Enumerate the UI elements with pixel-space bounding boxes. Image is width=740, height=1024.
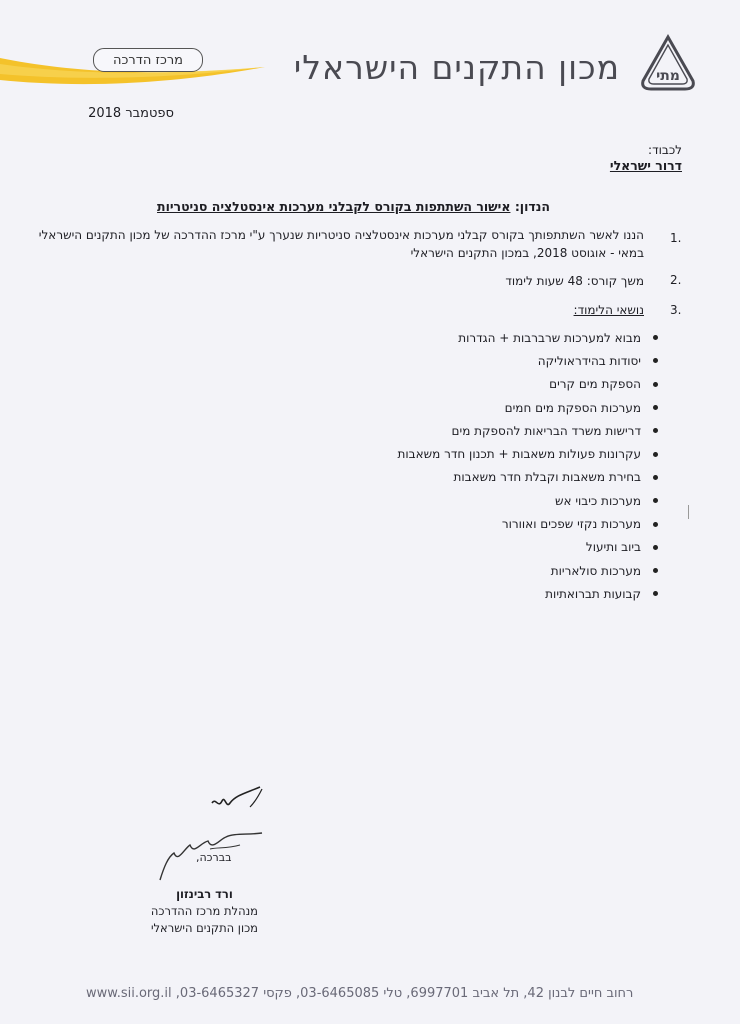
list-item: הספקת מים קרים: [398, 373, 659, 396]
signature-block: [151, 886, 258, 937]
list-item: מערכות נקזי שפכים ואוורור: [398, 512, 659, 535]
list-item: ביוב ותיעול: [398, 536, 659, 559]
recipient-label: לכבוד:: [648, 143, 682, 157]
bullet-icon: [653, 428, 658, 433]
confirmation-paragraph: הננו לאשר השתתפותך בקורס קבלני מערכות אינסטלציה סניטריות שנערך ע"י מרכז ההדרכה של מכון התקנים הישראלי במאי - אוגוסט 2018, במכון התקנים הישראלי: [38, 228, 644, 260]
list-item: יסודות בהידראוליקה: [398, 349, 659, 372]
signature-regards: בברכה,: [196, 851, 232, 864]
training-center-badge: [93, 48, 203, 72]
course-duration: משך קורס: 48 שעות לימוד: [505, 274, 644, 288]
list-item: בחירת משאבות וקבלת חדר משאבות: [398, 466, 659, 489]
bullet-icon: [653, 382, 658, 387]
recipient-name: דרור ישראלי: [609, 158, 682, 173]
bullet-icon: [653, 358, 658, 363]
sii-logo-icon: [637, 33, 699, 95]
letter-date: ספטמבר 2018: [88, 106, 174, 121]
signer-title: מנהלת מרכז ההדרכה: [150, 904, 258, 918]
handwritten-signature: [150, 775, 280, 885]
bullet-icon: [653, 452, 658, 457]
bullet-icon: [653, 545, 658, 550]
bullet-icon: [653, 591, 658, 596]
list-item: עקרונות פעולות משאבות + תכנון חדר משאבות: [398, 442, 659, 465]
topics-list: [398, 326, 659, 606]
signer-name: ורד רבינזון: [176, 887, 233, 901]
subject-line: [157, 199, 550, 214]
list-item: מבוא למערכות שרברבות + הגדרות: [398, 326, 659, 349]
bullet-icon: [653, 475, 658, 480]
item-number: 1.: [670, 231, 682, 245]
bullet-icon: [653, 568, 658, 573]
bullet-icon: [653, 335, 658, 340]
topics-heading: נושאי הלימוד:: [573, 303, 644, 317]
signer-org: מכון התקנים הישראלי: [150, 921, 258, 935]
bullet-icon: [653, 405, 658, 410]
scan-mark: [688, 505, 689, 519]
item-number: 3.: [670, 303, 682, 317]
list-item: מערכות כיבוי אש: [398, 489, 659, 512]
list-item: מערכות הספקת מים חמים: [398, 396, 659, 419]
subject-text: אישור השתתפות בקורס לקבלני מערכות אינסטלציה סניטריות: [157, 199, 511, 214]
item-number: 2.: [670, 273, 682, 287]
org-name-title: מכון התקנים הישראלי: [293, 48, 620, 87]
logo-text: מתי: [656, 68, 680, 84]
bullet-icon: [653, 522, 658, 527]
bullet-icon: [653, 498, 658, 503]
list-item: מערכות סולאריות: [398, 559, 659, 582]
footer-address: רחוב חיים לבנון 42, תל אביב 6997701, טלי 03-6465085, פקסי 03-6465327, www.sii.org.il: [86, 986, 634, 1001]
subject-prefix: הנדון:: [514, 199, 550, 214]
badge-label: מרכז הדרכה: [113, 52, 183, 68]
list-item: דרישות משרד הבריאות להספקת מים: [398, 419, 659, 442]
list-item: קבועות תברואתיות: [398, 582, 659, 605]
